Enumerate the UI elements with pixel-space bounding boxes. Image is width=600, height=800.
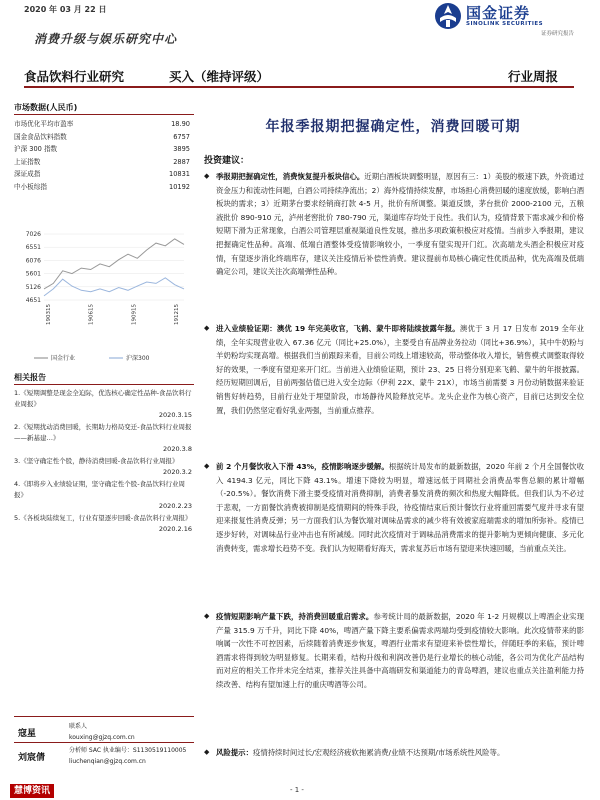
analyst-email[interactable]: liuchenqian@gjzq.com.cn: [69, 757, 146, 765]
related-report-text: 5.《各板块陆续复工，行业有望逐步回暖-食品饮料行业周报》: [14, 514, 192, 522]
market-data-row: [14, 168, 194, 181]
related-report-item[interactable]: [14, 479, 194, 512]
logo-text-en: SINOLINK SECURITIES: [466, 21, 544, 27]
related-report-date: 2020.3.8: [163, 445, 192, 453]
paragraph-risk: [204, 746, 584, 760]
analyst-email[interactable]: kouxing@gjzq.com.cn: [69, 733, 135, 741]
y-tick-label: 7026: [25, 231, 41, 238]
market-data-label: 沪深 300 指数: [14, 145, 58, 153]
footer-brand: 慧博资讯: [10, 784, 54, 798]
paragraph-lead: 进入业绩验证期：澳优 19 年完美收官，飞鹤、蒙牛即将陆续披露年报。: [216, 324, 460, 333]
analyst-divider: [14, 716, 194, 717]
related-report-date: 2020.2.23: [158, 502, 192, 510]
company-logo: [434, 2, 574, 38]
rating-label: 买入（维持评级）: [169, 69, 270, 84]
related-report-date: 2020.3.15: [158, 411, 192, 419]
paragraph-lead: 风险提示：: [216, 748, 253, 757]
footer: [0, 778, 600, 800]
analyst-divider: [14, 742, 194, 743]
market-data-row: [14, 118, 194, 131]
y-tick-label: 4651: [25, 297, 41, 304]
legend-label: 沪深300: [126, 355, 150, 362]
related-report-text: 2.《短期扰动消费回暖，长期助力格局变迁-食品饮料行业周报——新基建…》: [14, 423, 192, 442]
paragraph-baijiu: [204, 170, 584, 279]
paragraph-lead: 疫情短期影响产量下跌，持消费回暖重启需求。: [216, 612, 374, 621]
market-data-row: [14, 181, 194, 194]
market-data-row: [14, 156, 194, 169]
paragraph-body: 澳优于 3 月 17 日发布 2019 全年业绩，全年实现营业收入 67.36 亿元（同比+25.0%），主要受自有品牌业务拉动（同比+36.9%），其中牛奶粉与羊奶粉均实现高增。根据我们当前跟踪来看，目前公司线上增速较高，带动整体收入增长，销售模式调整取得较好的效果，一季度有望迎来开门红。当前进入业绩验证期，预计 23、25 日将分别迎来飞鹤、蒙牛的年报披露。经历短期回调后，目前两强估值已进入安全边际（伊利 22X、蒙牛 21X），市场当前需要 3 月份动销数据来验证销售好转趋势，目前行业处于埋望阶段，市场静待风险释放完毕。龙头企业作为核心资产，目前已达到安全位置，我们仍然坚定看好乳业两强，当前重点推荐。: [216, 324, 585, 415]
logo-mark-icon: [434, 2, 462, 30]
related-report-text: 4.《即将步入业绩验证期，坚守确定性个股-食品饮料行业周报》: [14, 480, 186, 499]
market-data-panel: [14, 102, 194, 193]
report-header-bar: [24, 62, 574, 88]
market-data-title: 市场数据(人民币): [14, 102, 194, 115]
market-data-value: 18.90: [171, 120, 190, 128]
paragraph-body: 参考统计局的最新数据，2020 年 1-2 月规模以上啤酒企业实现产量 315.9 万千升，同比下降 40%，啤酒产量下降主要系偏需求两端均受到疫情较大影响。此次疫情带来的影响属一次性不可控因素，后续随着消费逐步恢复，啤酒行业需求有望迎来补偿性增长，伴随旺季的来临，预计啤酒需求将得到较为明显修复。长期来看，结构升级和利润改善仍是行业增长的核心动能，各公司为优化产品结构而对应的相关工作并未完全结束，推荐关注具备中高端研发和渠道能力的青岛啤酒，建议也重点关注盈利能力持续改善、结构有望加速上行的重庆啤酒等公司。: [216, 612, 584, 689]
report-type: 行业周报: [507, 69, 558, 84]
report-title: 年报季报期把握确定性，消费回暖可期: [265, 119, 521, 135]
logo-text-cn: 国金证券: [466, 4, 531, 22]
paragraph-body: 根据统计局发布的最新数据，2020 年前 2 个月全国餐饮收入 4194.3 亿元，同比下降 43.1%。增速下降较为明显，增速远低于同期社会消费品零售总额的累计增幅（-20.5%）。餐饮消费下滑主要受疫情对消费抑制，消费者暴发消费的频次和热度大幅降低。但我们认为不必过于悲观，一方面餐饮消费被抑制是疫情期间的特殊手段，待疫情结束后预计餐饮行业将重回需要气度并寻求有望迎来报复性消费反弹；另一方面我们认为餐饮端对调味品需求的减少将有效被家庭端需求的增加所弥补。疫情已逐步好转，对调味品行业冲击也有所减缓。同时此次疫情对于调味品消费需求的提升影响为更倾向健康、多元化消费转变，需求增长趋势不变。我们认为短期看好海天，需求复苏后市场有望迎来快速回暖，当前重点关注。: [216, 462, 585, 553]
research-center: 消费升级与娱乐研究中心: [34, 32, 178, 46]
market-data-label: 深证成指: [14, 170, 41, 178]
related-reports: [14, 372, 194, 536]
paragraph-lead: 前 2 个月餐饮收入下滑 43%，疫情影响逐步缓解。: [216, 462, 389, 471]
related-report-text: 3.《坚守确定性个股，静待消费回暖-食品饮料行业周报》: [14, 457, 179, 465]
page-number: - 1 -: [290, 786, 304, 794]
market-data-label: 市场优化平均市盈率: [14, 120, 74, 128]
report-date: 2020 年 03 月 22 日: [24, 5, 107, 14]
analyst-info: [69, 746, 186, 767]
market-data-label: 中小板综指: [14, 182, 47, 191]
paragraph-catering: [204, 460, 584, 555]
logo-subtitle: 证券研究报告: [540, 31, 574, 37]
related-reports-title: 相关报告: [14, 372, 194, 385]
bullet-icon: ◆: [204, 612, 210, 620]
related-report-date: 2020.3.2: [163, 468, 192, 476]
paragraph-lead: 季报期把握确定性，消费恢复提升板块信心。: [216, 172, 365, 181]
investment-advice-heading: 投资建议：: [204, 156, 250, 166]
analyst-role: 分析师 SAC 执业编号：S1130519110005: [69, 747, 187, 754]
market-data-value: 6757: [173, 132, 190, 141]
bullet-icon: ◆: [204, 172, 210, 180]
x-tick-label: 190915: [131, 304, 138, 325]
related-report-text: 1.《短期调整是现金全迫际，优选核心确定性品种-食品饮料行业周报》: [14, 389, 192, 408]
y-tick-label: 6551: [25, 244, 41, 252]
analyst-name: 寇星: [18, 729, 37, 739]
paragraph-dairy: [204, 322, 584, 417]
industry-title: 食品饮料行业研究: [24, 69, 125, 84]
paragraph-beer: [204, 610, 584, 692]
x-tick-label: 190315: [46, 304, 52, 325]
market-data-value: 3895: [173, 145, 190, 153]
market-data-label: 国金食品饮料指数: [14, 132, 67, 141]
market-data-value: 10831: [169, 170, 190, 178]
paragraph-body: 疫情持续时间过长/宏观经济疲软拖累消费/业绩不达预期/市场系统性风险等。: [252, 748, 505, 757]
related-report-item[interactable]: [14, 388, 194, 421]
index-chart-svg: [14, 228, 194, 368]
paragraph-body: 近期白酒板块调整明显，原因有三：1）美股的极速下跌，外资通过资金压力和流动性问题，白酒公司持续净流出；2）海外疫情持续发酵，市场担心消费回暖的速度放缓，影响白酒板块的需求；3）近期茅台要求经销商打款 4-5 月，批价有所调整。渠道反馈，茅台批价 2000-2100 元，五粮液批价 890-910 元，泸州老窖批价 780-790 元，渠道库存均处于良性。我们认为，疫情背景下需求减少和价格短期下滑为正常现象，白酒公司管理层重视渠道良性发展，推出多项政策积极应对疫情。当前步入季报期，建议把握确定性品种。高端、低端白酒整体受疫情影响较小，一季度有望实现开门红。次高端龙头酒企积极应对疫情，有望逐步消化终端库存，建议关注疫情后补偿性消费。建议提前布局核心确定性优质品种，优先高端及低端确定公司，建议关注次高端弹性品种。: [216, 172, 584, 277]
analyst-info: [69, 722, 135, 743]
bullet-icon: ◆: [204, 462, 210, 470]
market-data-value: 10192: [169, 182, 190, 191]
bullet-icon: ◆: [204, 324, 210, 332]
market-data-label: 上证指数: [14, 157, 41, 166]
y-tick-label: 5126: [25, 283, 41, 291]
y-tick-label: 6076: [25, 257, 41, 265]
analyst-name: 刘宸倩: [18, 753, 46, 763]
related-report-item[interactable]: [14, 456, 194, 478]
market-data-row: [14, 131, 194, 144]
analyst-role: 联系人: [69, 723, 88, 730]
y-tick-label: 5601: [25, 270, 41, 278]
market-data-list: [14, 118, 194, 193]
x-tick-label: 190615: [88, 304, 95, 325]
related-report-item[interactable]: [14, 422, 194, 455]
legend-label: 国金行业: [51, 355, 76, 362]
related-report-item[interactable]: [14, 513, 194, 535]
index-chart: [14, 228, 194, 368]
market-data-row: [14, 143, 194, 156]
market-data-value: 2887: [173, 157, 190, 166]
related-report-date: 2020.2.16: [158, 525, 192, 533]
bullet-icon: ◆: [204, 748, 210, 756]
x-tick-label: 191215: [174, 304, 180, 325]
